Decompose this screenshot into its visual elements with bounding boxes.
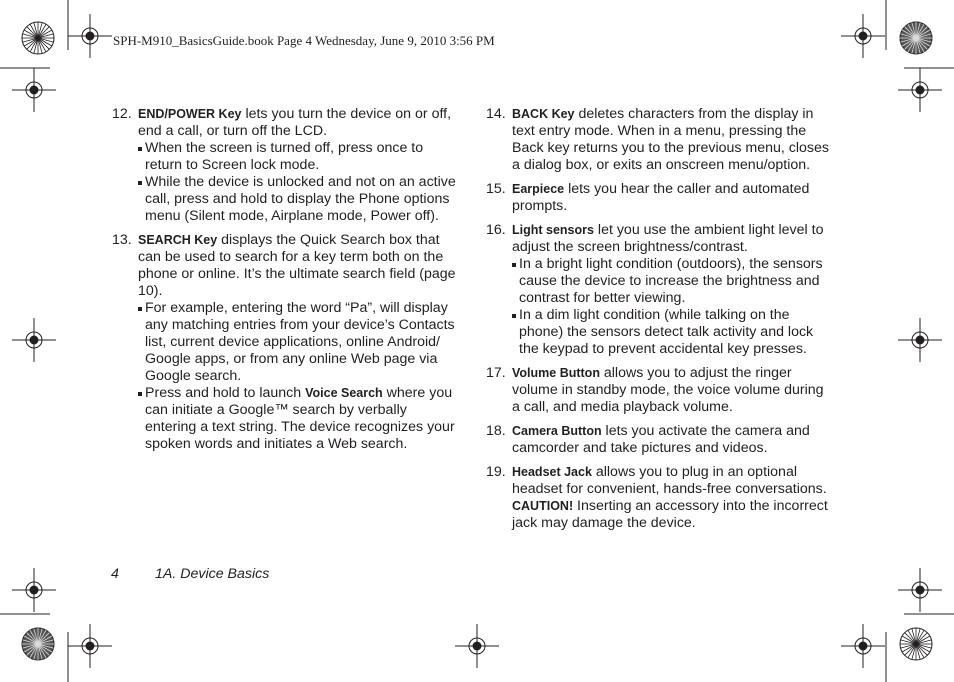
item-text: allows you to plug in an optional headset for convenient, hands-free conversations. [512,464,827,497]
list-item-12 [110,106,462,225]
item-term: Light sensors [512,223,594,237]
item-number: 18. [486,423,506,439]
item-number: 17. [486,365,506,381]
item-number: 16. [486,222,506,238]
item-text: lets you turn the device on or off, end a call, or turn off the LCD. [138,106,452,139]
registration-crosshair-icon [455,624,499,668]
item-text: lets you hear the caller and automated prompts. [512,181,810,214]
list-item-17 [484,365,834,416]
list-item-14 [484,106,834,174]
bullet-square-icon [138,307,142,311]
item-number: 13. [112,232,132,248]
item-text: lets you activate the camera and camcorder and take pictures and videos. [512,423,810,456]
voice-search-term: Voice Search [305,386,383,400]
section-title: 1A. Device Basics [155,566,270,582]
bullet-item [512,307,834,358]
item-number: 15. [486,181,506,197]
item-number: 14. [486,106,506,122]
bullet-square-icon [512,314,516,318]
item-number: 19. [486,464,506,480]
item-text: deletes characters from the display in text entry mode. When in a menu, pressing the Back key returns you to the previous menu, closes a dialog box, or exits an onscreen menu/option. [512,106,830,173]
bullet-item [512,256,834,307]
registration-crosshair-icon [898,568,942,612]
bullet-item [138,140,462,174]
caution-label: CAUTION! [512,499,574,513]
right-column [484,106,834,539]
caution-text: Inserting an accessory into the incorrect jack may damage the device. [512,498,828,531]
item-number: 12. [112,106,132,122]
list-item-18 [484,423,834,457]
item-term: Volume Button [512,366,600,380]
registration-crosshair-icon [841,624,885,668]
list-item-15 [484,181,834,215]
bullet-text: Press and hold to launch [145,385,306,401]
starburst-target-icon [22,628,54,660]
bullet-text: where you can initiate a Google™ search by verbally entering a text string. The device recognizes your spoken words and initiates a Web search. [145,385,455,452]
print-header: SPH-M910_BasicsGuide.book Page 4 Wednesday, June 9, 2010 3:56 PM [113,33,495,48]
bullet-text: In a bright light condition (outdoors), the sensors cause the device to increase the brightness and contrast for better viewing. [519,256,823,306]
registration-crosshair-icon [898,68,942,112]
starburst-target-icon [900,628,932,660]
bullet-item [138,174,462,225]
item-term: Camera Button [512,424,602,438]
registration-crosshair-icon [12,68,56,112]
page-number: 4 [111,566,119,582]
registration-crosshair-icon [841,14,885,58]
list-item-13 [110,232,462,453]
item-term: SEARCH Key [138,233,218,247]
bullet-square-icon [138,392,142,396]
bullet-square-icon [138,181,142,185]
bullet-square-icon [138,147,142,151]
item-text: displays the Quick Search box that can be used to search for a key term both on the phone or online. It’s the ultimate search field (page 10). [138,232,456,299]
bullet-item [138,300,462,385]
item-term: Earpiece [512,182,565,196]
registration-crosshair-icon [68,624,112,668]
starburst-target-icon [22,22,54,54]
item-text: let you use the ambient light level to adjust the screen brightness/contrast. [512,222,824,255]
bullet-item [138,385,462,453]
item-term: Headset Jack [512,465,592,479]
bullet-text: While the device is unlocked and not on an active call, press and hold to display the Phone options menu (Silent mode, Airplane mode, Power off). [145,174,456,224]
list-item-16 [484,222,834,358]
list-item-19 [484,464,834,532]
registration-crosshair-icon [898,318,942,362]
item-term: END/POWER Key [138,107,242,121]
item-term: BACK Key [512,107,575,121]
bullet-square-icon [512,263,516,267]
left-column [110,106,462,460]
item-text: allows you to adjust the ringer volume in standby mode, the voice volume during a call, and media playback volume. [512,365,824,415]
registration-crosshair-icon [12,568,56,612]
bullet-text: For example, entering the word “Pa”, will display any matching entries from your device’s Contacts list, current device applications, online Android/ Google apps, or from any online Web page via Google search. [145,300,455,384]
registration-crosshair-icon [68,14,112,58]
bullet-text: When the screen is turned off, press once to return to Screen lock mode. [145,140,424,173]
bullet-text: In a dim light condition (while talking on the phone) the sensors detect talk activity and lock the keypad to prevent accidental key presses. [519,307,814,357]
registration-crosshair-icon [12,318,56,362]
starburst-target-icon [900,22,932,54]
